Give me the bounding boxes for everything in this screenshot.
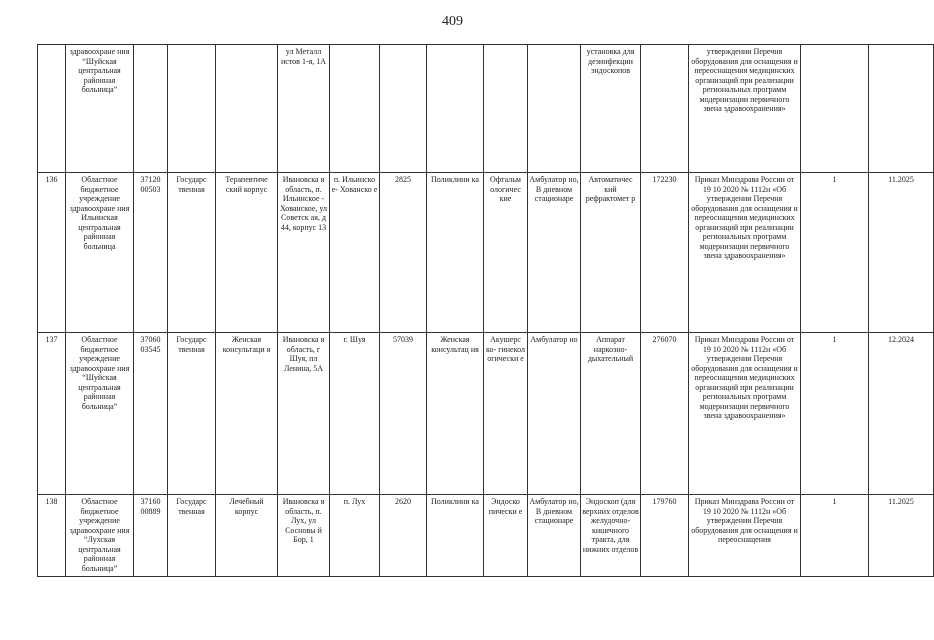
population: 2620 — [380, 495, 427, 577]
delivery-date: 11.2025 — [869, 495, 934, 577]
organization-name: Областное бюджетное учреждение здравоохране ния “Шуйская центральная районная больница” — [66, 333, 134, 495]
delivery-date: 11.2025 — [869, 173, 934, 333]
medical-profile — [484, 45, 528, 173]
care-conditions — [528, 45, 581, 173]
quantity: 1 — [801, 173, 869, 333]
equipment-table — [37, 44, 934, 577]
equipment-price: 172230 — [641, 173, 689, 333]
table-row — [38, 333, 934, 495]
unit-name: Женская консультац ия — [427, 333, 484, 495]
equipment-price: 179760 — [641, 495, 689, 577]
ownership-form: Государс твенная — [168, 173, 216, 333]
equipment-price: 276070 — [641, 333, 689, 495]
care-conditions: Амбулатор но, В дневном стационаре — [528, 495, 581, 577]
ownership-form — [168, 45, 216, 173]
delivery-date — [869, 45, 934, 173]
building-name: Лечебный корпус — [216, 495, 278, 577]
address: Ивановска я область, г Шуя, пл Ленина, 5А — [278, 333, 330, 495]
locality — [330, 45, 380, 173]
organization-code: 37160 00889 — [134, 495, 168, 577]
organization-code: 37060 03545 — [134, 333, 168, 495]
ownership-form: Государс твенная — [168, 333, 216, 495]
row-number: 138 — [38, 495, 66, 577]
legal-basis: Приказ Минздрава России от 19 10 2020 № 1112н «Об утверждении Перечня оборудования для оснащения и переоснащения медицинских организаций при реализации региональных программ модернизации первичного звена здравоохранения» — [689, 333, 801, 495]
row-number: 137 — [38, 333, 66, 495]
locality: п. Лух — [330, 495, 380, 577]
quantity: 1 — [801, 495, 869, 577]
legal-basis: Приказ Минздрава России от 19 10 2020 № 1112н «Об утверждении Перечня оборудования для оснащения и переоснащения медицинских организаций при реализации региональных программ модернизации первичного звена здравоохранения» — [689, 173, 801, 333]
medical-profile: Офтальм ологичес кие — [484, 173, 528, 333]
unit-name: Поликлини ка — [427, 495, 484, 577]
equipment-name: Автоматичес кий рефрактомет р — [581, 173, 641, 333]
building-name: Женская консультаци я — [216, 333, 278, 495]
legal-basis: утверждении Перечня оборудования для оснащения и переоснащения медицинских организаций при реализации региональных программ модернизации первичного звена здравоохранения» — [689, 45, 801, 173]
address: Ивановска я область, п. Лух, ул Сосновы й Бор, 1 — [278, 495, 330, 577]
quantity — [801, 45, 869, 173]
organization-name: Областное бюджетное учреждение здравоохране ния Ильинская центральная районная больница — [66, 173, 134, 333]
population — [380, 45, 427, 173]
equipment-price — [641, 45, 689, 173]
unit-name: Поликлини ка — [427, 173, 484, 333]
building-name: Терапевтиче ский корпус — [216, 173, 278, 333]
table-row — [38, 495, 934, 577]
population: 57039 — [380, 333, 427, 495]
population: 2825 — [380, 173, 427, 333]
organization-name: здравоохране ния “Шуйская центральная районная больница” — [66, 45, 134, 173]
building-name — [216, 45, 278, 173]
unit-name — [427, 45, 484, 173]
equipment-name: Эндоскоп (для верхних отделов желудочно- кишечного тракта, для нижних отделов — [581, 495, 641, 577]
page-number: 409 — [442, 14, 463, 29]
table-row — [38, 173, 934, 333]
organization-code — [134, 45, 168, 173]
quantity: 1 — [801, 333, 869, 495]
legal-basis: Приказ Минздрава России от 19 10 2020 № 1112н «Об утверждении Перечня оборудования для оснащения и переоснащения — [689, 495, 801, 577]
organization-code: 37120 00503 — [134, 173, 168, 333]
address: ул Металл истов 1-я, 1А — [278, 45, 330, 173]
care-conditions: Амбулатор но — [528, 333, 581, 495]
medical-profile: Эндоско пически е — [484, 495, 528, 577]
delivery-date: 12.2024 — [869, 333, 934, 495]
address: Ивановска я область, п. Ильинское - Хованское, ул Советск ая, д 44, корпус 13 — [278, 173, 330, 333]
row-number — [38, 45, 66, 173]
locality: г. Шуя — [330, 333, 380, 495]
equipment-name: установка для дезинфекции эндоскопов — [581, 45, 641, 173]
organization-name: Областное бюджетное учреждение здравоохране ния “Лухская центральная районная больница” — [66, 495, 134, 577]
table-row — [38, 45, 934, 173]
equipment-name: Аппарат наркозно- дыхательный — [581, 333, 641, 495]
row-number: 136 — [38, 173, 66, 333]
medical-profile: Акушерс ко- гинекол огически е — [484, 333, 528, 495]
ownership-form: Государс твенная — [168, 495, 216, 577]
care-conditions: Амбулатор но, В дневном стационаре — [528, 173, 581, 333]
locality: п. Ильинско е- Хованско е — [330, 173, 380, 333]
